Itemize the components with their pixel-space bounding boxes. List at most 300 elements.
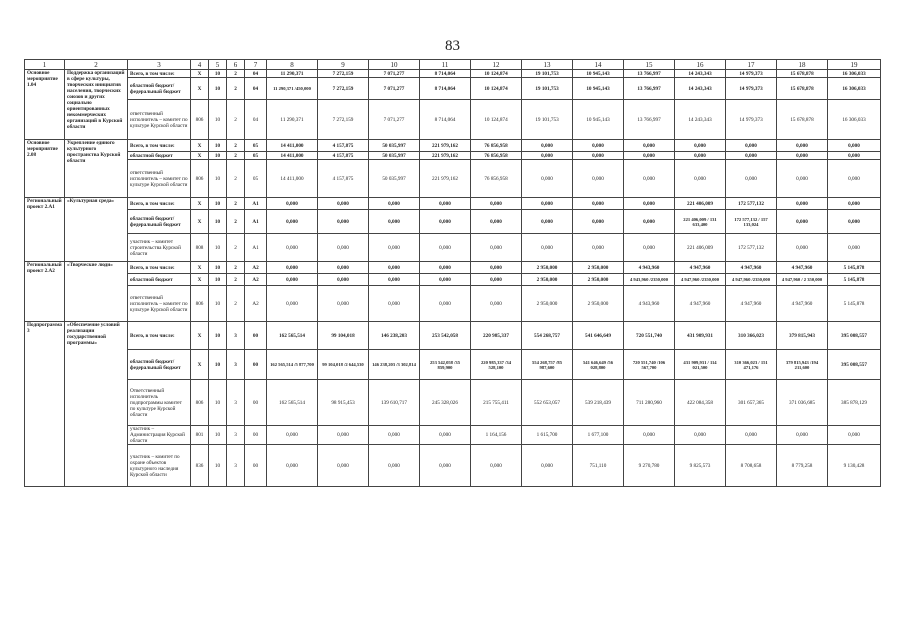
value-cell: 2: [227, 70, 245, 78]
value-cell: 5 145,878: [828, 262, 881, 274]
value-cell: 4 947,960 / 2 350,000: [777, 274, 828, 286]
value-cell: А2: [245, 274, 267, 286]
value-cell: 0,000: [522, 152, 573, 160]
value-cell: 0,000: [420, 286, 471, 322]
value-cell: 0,000: [573, 234, 624, 262]
value-cell: 541 646,649: [573, 322, 624, 350]
value-cell: 3: [227, 322, 245, 350]
value-cell: 0,000: [471, 198, 522, 210]
funding-source-cell: участник – комитет строительства Курской области: [128, 234, 191, 262]
value-cell: 0,000: [267, 210, 318, 234]
value-cell: 1 164,156: [471, 426, 522, 445]
value-cell: 162 565,514: [267, 322, 318, 350]
value-cell: 0,000: [471, 286, 522, 322]
value-cell: 221 406,009: [675, 198, 726, 210]
value-cell: 4 947,960: [777, 286, 828, 322]
value-cell: 0,000: [471, 234, 522, 262]
value-cell: X: [191, 322, 209, 350]
value-cell: 3: [227, 380, 245, 426]
value-cell: 162 565,514: [267, 380, 318, 426]
value-cell: 05: [245, 140, 267, 152]
table-row: [25, 152, 881, 160]
value-cell: 2: [227, 234, 245, 262]
value-cell: 0,000: [624, 140, 675, 152]
header-cell: 13: [522, 60, 573, 70]
value-cell: 04: [245, 70, 267, 78]
value-cell: 806: [191, 380, 209, 426]
header-cell: 18: [777, 60, 828, 70]
value-cell: 0,000: [471, 445, 522, 487]
header-row: [25, 60, 881, 70]
value-cell: 395 008,557: [828, 350, 881, 380]
value-cell: 04: [245, 78, 267, 100]
value-cell: 2: [227, 160, 245, 198]
value-cell: 0,000: [318, 286, 369, 322]
value-cell: 2 950,000: [573, 262, 624, 274]
value-cell: 7 272,159: [318, 100, 369, 140]
value-cell: 4 943,960: [624, 286, 675, 322]
value-cell: 0,000: [675, 140, 726, 152]
value-cell: 19 101,753: [522, 100, 573, 140]
value-cell: 2: [227, 274, 245, 286]
value-cell: 00: [245, 426, 267, 445]
funding-source-cell: ответственный исполнитель – комитет по культуре Курской области: [128, 100, 191, 140]
value-cell: 4 157,875: [318, 160, 369, 198]
header-cell: 19: [828, 60, 881, 70]
value-cell: 10: [209, 140, 227, 152]
value-cell: 221 979,162: [420, 140, 471, 152]
value-cell: 4 943,960: [624, 262, 675, 274]
header-cell: 7: [245, 60, 267, 70]
value-cell: 806: [191, 286, 209, 322]
value-cell: 0,000: [420, 445, 471, 487]
value-cell: 379 815,943 /194 211,600: [777, 350, 828, 380]
value-cell: 14 411,000: [267, 152, 318, 160]
value-cell: X: [191, 274, 209, 286]
value-cell: 4 947,960: [777, 262, 828, 274]
value-cell: 431 909,931 / 114 021,500: [675, 350, 726, 380]
value-cell: 220 985,337: [471, 322, 522, 350]
value-cell: 0,000: [522, 198, 573, 210]
value-cell: 4 947,960: [675, 286, 726, 322]
value-cell: 15 678,878: [777, 70, 828, 78]
table-row: [25, 350, 881, 380]
table-row: [25, 100, 881, 140]
value-cell: 0,000: [522, 140, 573, 152]
value-cell: 10: [209, 234, 227, 262]
funding-source-cell: ответственный исполнитель – комитет по культуре Курской области: [128, 160, 191, 198]
table-row: [25, 445, 881, 487]
funding-source-cell: областной бюджет: [128, 274, 191, 286]
value-cell: 0,000: [267, 234, 318, 262]
value-cell: 8 779,258: [777, 445, 828, 487]
value-cell: 310 366,023 / 151 471,176: [726, 350, 777, 380]
value-cell: 0,000: [777, 234, 828, 262]
value-cell: X: [191, 78, 209, 100]
value-cell: 253 542,058 /35 859,900: [420, 350, 471, 380]
value-cell: 2 950,000: [522, 262, 573, 274]
value-cell: 14 979,373: [726, 78, 777, 100]
value-cell: 14 243,343: [675, 100, 726, 140]
value-cell: 422 084,358: [675, 380, 726, 426]
value-cell: 0,000: [471, 262, 522, 274]
table-row: [25, 262, 881, 274]
value-cell: 172 577,132: [726, 234, 777, 262]
value-cell: 9 130,428: [828, 445, 881, 487]
value-cell: 0,000: [573, 160, 624, 198]
value-cell: 0,000: [267, 426, 318, 445]
value-cell: 0,000: [726, 426, 777, 445]
value-cell: 13 766,997: [624, 78, 675, 100]
value-cell: 0,000: [369, 198, 420, 210]
value-cell: 10 124,874: [471, 70, 522, 78]
value-cell: 720 551,740: [624, 322, 675, 350]
value-cell: 76 856,958: [471, 152, 522, 160]
value-cell: 2: [227, 198, 245, 210]
value-cell: 0,000: [522, 210, 573, 234]
value-cell: 10: [209, 78, 227, 100]
value-cell: 10: [209, 426, 227, 445]
value-cell: 15 678,878: [777, 78, 828, 100]
value-cell: X: [191, 140, 209, 152]
value-cell: 3: [227, 445, 245, 487]
value-cell: 14 411,000: [267, 140, 318, 152]
value-cell: 10: [209, 380, 227, 426]
value-cell: 552 653,057: [522, 380, 573, 426]
value-cell: 0,000: [369, 426, 420, 445]
value-cell: 0,000: [828, 152, 881, 160]
program-title-cell: Укрепление единого культурного пространства Курской области: [65, 140, 128, 198]
value-cell: 711 280,960: [624, 380, 675, 426]
value-cell: 00: [245, 445, 267, 487]
value-cell: 808: [191, 234, 209, 262]
value-cell: 0,000: [573, 198, 624, 210]
value-cell: 310 366,023: [726, 322, 777, 350]
value-cell: 9 825,573: [675, 445, 726, 487]
header-cell: 2: [65, 60, 128, 70]
program-title-cell: «Культурная среда»: [65, 198, 128, 262]
value-cell: 554 268,757 /85 987,600: [522, 350, 573, 380]
value-cell: 00: [245, 380, 267, 426]
value-cell: 4 943,960 /2350,000: [624, 274, 675, 286]
value-cell: 806: [191, 100, 209, 140]
value-cell: А2: [245, 262, 267, 274]
table-row: [25, 78, 881, 100]
header-cell: 1: [25, 60, 65, 70]
header-cell: 5: [209, 60, 227, 70]
value-cell: 7 071,277: [369, 78, 420, 100]
funding-source-cell: Всего, в том числе:: [128, 198, 191, 210]
table-row: [25, 322, 881, 350]
value-cell: 16 306,033: [828, 100, 881, 140]
value-cell: 14 979,373: [726, 70, 777, 78]
value-cell: 2: [227, 210, 245, 234]
value-cell: 1 615,700: [522, 426, 573, 445]
value-cell: 0,000: [777, 426, 828, 445]
value-cell: 99 104,018 /2 644,530: [318, 350, 369, 380]
value-cell: 10: [209, 152, 227, 160]
program-name-cell: Региональный проект 2.А1: [25, 198, 65, 262]
value-cell: 0,000: [726, 152, 777, 160]
value-cell: 0,000: [420, 198, 471, 210]
value-cell: 0,000: [318, 262, 369, 274]
value-cell: 221 406,009 / 131 633,400: [675, 210, 726, 234]
funding-source-cell: ответственный исполнитель – комитет по культуре Курской области: [128, 286, 191, 322]
value-cell: 10 124,874: [471, 100, 522, 140]
value-cell: 0,000: [318, 210, 369, 234]
value-cell: 162 565,514 /5 877,700: [267, 350, 318, 380]
program-title-cell: «Творческие люди»: [65, 262, 128, 322]
header-cell: 3: [128, 60, 191, 70]
header-cell: 9: [318, 60, 369, 70]
value-cell: 0,000: [573, 152, 624, 160]
value-cell: 253 542,058: [420, 322, 471, 350]
value-cell: 0,000: [828, 160, 881, 198]
value-cell: 9 270,780: [624, 445, 675, 487]
value-cell: 0,000: [369, 262, 420, 274]
header-cell: 14: [573, 60, 624, 70]
value-cell: 2 950,000: [573, 286, 624, 322]
header-cell: 12: [471, 60, 522, 70]
value-cell: 0,000: [420, 234, 471, 262]
header-cell: 17: [726, 60, 777, 70]
value-cell: 0,000: [828, 426, 881, 445]
value-cell: 13 766,997: [624, 100, 675, 140]
value-cell: 15 678,878: [777, 100, 828, 140]
value-cell: 14 243,343: [675, 70, 726, 78]
program-name-cell: Подпрограмма 3: [25, 322, 65, 487]
value-cell: X: [191, 70, 209, 78]
value-cell: 0,000: [369, 445, 420, 487]
value-cell: 0,000: [675, 160, 726, 198]
funding-source-cell: Всего, в том числе:: [128, 140, 191, 152]
value-cell: 00: [245, 322, 267, 350]
value-cell: 0,000: [675, 426, 726, 445]
value-cell: 0,000: [420, 210, 471, 234]
table-row: [25, 198, 881, 210]
value-cell: 0,000: [522, 445, 573, 487]
table-row: [25, 160, 881, 198]
value-cell: 00: [245, 350, 267, 380]
value-cell: 0,000: [471, 274, 522, 286]
value-cell: 0,000: [573, 210, 624, 234]
value-cell: 4 947,960: [726, 262, 777, 274]
value-cell: 395 008,557: [828, 322, 881, 350]
value-cell: 4 157,875: [318, 152, 369, 160]
value-cell: 8 708,658: [726, 445, 777, 487]
program-title-cell: Поддержка организаций в сфере культуры, творческих инициатив населения, творческих союзов и других социально ориентированных некоммерческих организаций в Курской области: [65, 70, 128, 140]
value-cell: А1: [245, 198, 267, 210]
value-cell: 720 551,740 /106 567,700: [624, 350, 675, 380]
header-cell: 16: [675, 60, 726, 70]
value-cell: А1: [245, 234, 267, 262]
value-cell: 0,000: [267, 445, 318, 487]
value-cell: 0,000: [624, 210, 675, 234]
value-cell: 50 035,997: [369, 152, 420, 160]
page-number: 83: [445, 38, 460, 54]
value-cell: 0,000: [624, 198, 675, 210]
value-cell: 0,000: [267, 274, 318, 286]
value-cell: 215 755,411: [471, 380, 522, 426]
value-cell: 76 856,958: [471, 140, 522, 152]
value-cell: 4 947,960 /2350,000: [726, 274, 777, 286]
value-cell: 2 950,000: [573, 274, 624, 286]
value-cell: X: [191, 350, 209, 380]
value-cell: 0,000: [369, 210, 420, 234]
value-cell: 4 947,960: [726, 286, 777, 322]
value-cell: 221 979,162: [420, 160, 471, 198]
value-cell: 0,000: [777, 140, 828, 152]
value-cell: 0,000: [267, 262, 318, 274]
value-cell: 0,000: [675, 152, 726, 160]
value-cell: 10 945,143: [573, 78, 624, 100]
value-cell: 0,000: [369, 286, 420, 322]
value-cell: 0,000: [420, 274, 471, 286]
value-cell: 836: [191, 445, 209, 487]
value-cell: 371 036,685: [777, 380, 828, 426]
value-cell: 04: [245, 100, 267, 140]
value-cell: 0,000: [318, 198, 369, 210]
value-cell: 11 290,371: [267, 100, 318, 140]
value-cell: 4 947,960 /2350,000: [675, 274, 726, 286]
header-cell: 6: [227, 60, 245, 70]
value-cell: 0,000: [420, 426, 471, 445]
value-cell: 10: [209, 350, 227, 380]
value-cell: 2: [227, 152, 245, 160]
value-cell: 10 945,143: [573, 100, 624, 140]
value-cell: 50 035,997: [369, 160, 420, 198]
budget-table: [24, 59, 881, 487]
funding-source-cell: участник – Администрация Курской области: [128, 426, 191, 445]
value-cell: 19 101,753: [522, 78, 573, 100]
table-row: [25, 286, 881, 322]
value-cell: 541 646,649 /56 028,800: [573, 350, 624, 380]
value-cell: 0,000: [573, 140, 624, 152]
value-cell: 10: [209, 322, 227, 350]
value-cell: 10: [209, 274, 227, 286]
value-cell: 10 945,143: [573, 70, 624, 78]
value-cell: 0,000: [267, 286, 318, 322]
value-cell: 221 979,162: [420, 152, 471, 160]
value-cell: 0,000: [318, 274, 369, 286]
value-cell: 2: [227, 78, 245, 100]
value-cell: 0,000: [777, 160, 828, 198]
value-cell: 801: [191, 426, 209, 445]
value-cell: 10: [209, 100, 227, 140]
value-cell: 05: [245, 152, 267, 160]
value-cell: 0,000: [318, 234, 369, 262]
value-cell: 0,000: [828, 210, 881, 234]
value-cell: 3: [227, 426, 245, 445]
value-cell: 0,000: [624, 160, 675, 198]
value-cell: 0,000: [726, 140, 777, 152]
value-cell: 0,000: [267, 198, 318, 210]
value-cell: 10: [209, 198, 227, 210]
value-cell: 0,000: [726, 160, 777, 198]
value-cell: А2: [245, 286, 267, 322]
value-cell: X: [191, 198, 209, 210]
value-cell: 0,000: [828, 234, 881, 262]
value-cell: 0,000: [777, 210, 828, 234]
funding-source-cell: Ответственный исполнитель подпрограммы комитет по культуре Курской области: [128, 380, 191, 426]
value-cell: 10 124,874: [471, 78, 522, 100]
value-cell: 146 238,203: [369, 322, 420, 350]
table-row: [25, 274, 881, 286]
funding-source-cell: Всего, в том числе:: [128, 70, 191, 78]
value-cell: 0,000: [471, 210, 522, 234]
value-cell: 05: [245, 160, 267, 198]
table-row: [25, 380, 881, 426]
value-cell: 0,000: [624, 152, 675, 160]
value-cell: 0,000: [828, 140, 881, 152]
value-cell: 8 714,064: [420, 100, 471, 140]
funding-source-cell: Всего, в том числе:: [128, 262, 191, 274]
value-cell: 220 985,337 /34 528,100: [471, 350, 522, 380]
value-cell: 13 766,997: [624, 70, 675, 78]
funding-source-cell: областной бюджет/ федеральный бюджет: [128, 210, 191, 234]
value-cell: 3: [227, 350, 245, 380]
value-cell: 19 101,753: [522, 70, 573, 78]
value-cell: X: [191, 210, 209, 234]
funding-source-cell: областной бюджет: [128, 152, 191, 160]
value-cell: 0,000: [420, 262, 471, 274]
header-cell: 10: [369, 60, 420, 70]
value-cell: 0,000: [318, 445, 369, 487]
header-cell: 4: [191, 60, 209, 70]
header-cell: 8: [267, 60, 318, 70]
funding-source-cell: областной бюджет/ федеральный бюджет: [128, 78, 191, 100]
funding-source-cell: Всего, в том числе:: [128, 322, 191, 350]
value-cell: 4 157,875: [318, 140, 369, 152]
value-cell: 2: [227, 262, 245, 274]
value-cell: 10: [209, 262, 227, 274]
value-cell: 99 104,018: [318, 322, 369, 350]
program-title-cell: «Обеспечение условий реализации государственной программы»: [65, 322, 128, 487]
program-name-cell: Основное мероприятие 2.08: [25, 140, 65, 198]
value-cell: 385 878,129: [828, 380, 881, 426]
value-cell: 10: [209, 160, 227, 198]
value-cell: 0,000: [828, 198, 881, 210]
value-cell: 2: [227, 286, 245, 322]
value-cell: 10: [209, 210, 227, 234]
value-cell: 172 577,132: [726, 198, 777, 210]
value-cell: 98 915,453: [318, 380, 369, 426]
header-cell: 15: [624, 60, 675, 70]
value-cell: 806: [191, 160, 209, 198]
funding-source-cell: областной бюджет/ федеральный бюджет: [128, 350, 191, 380]
value-cell: 146 238,203 /3 302,814: [369, 350, 420, 380]
value-cell: 139 610,717: [369, 380, 420, 426]
value-cell: 2 950,000: [522, 274, 573, 286]
value-cell: 554 268,757: [522, 322, 573, 350]
value-cell: 50 035,997: [369, 140, 420, 152]
value-cell: 0,000: [777, 152, 828, 160]
value-cell: 7 272,159: [318, 70, 369, 78]
value-cell: 0,000: [522, 160, 573, 198]
value-cell: 16 306,033: [828, 78, 881, 100]
value-cell: 14 979,373: [726, 100, 777, 140]
value-cell: 8 714,064: [420, 78, 471, 100]
value-cell: 751,110: [573, 445, 624, 487]
value-cell: 2: [227, 140, 245, 152]
program-name-cell: Основное мероприятие 1.04: [25, 70, 65, 140]
table-row: [25, 70, 881, 78]
table-row: [25, 426, 881, 445]
value-cell: 76 856,958: [471, 160, 522, 198]
table-row: [25, 140, 881, 152]
table-row: [25, 210, 881, 234]
value-cell: 11 290,371: [267, 70, 318, 78]
